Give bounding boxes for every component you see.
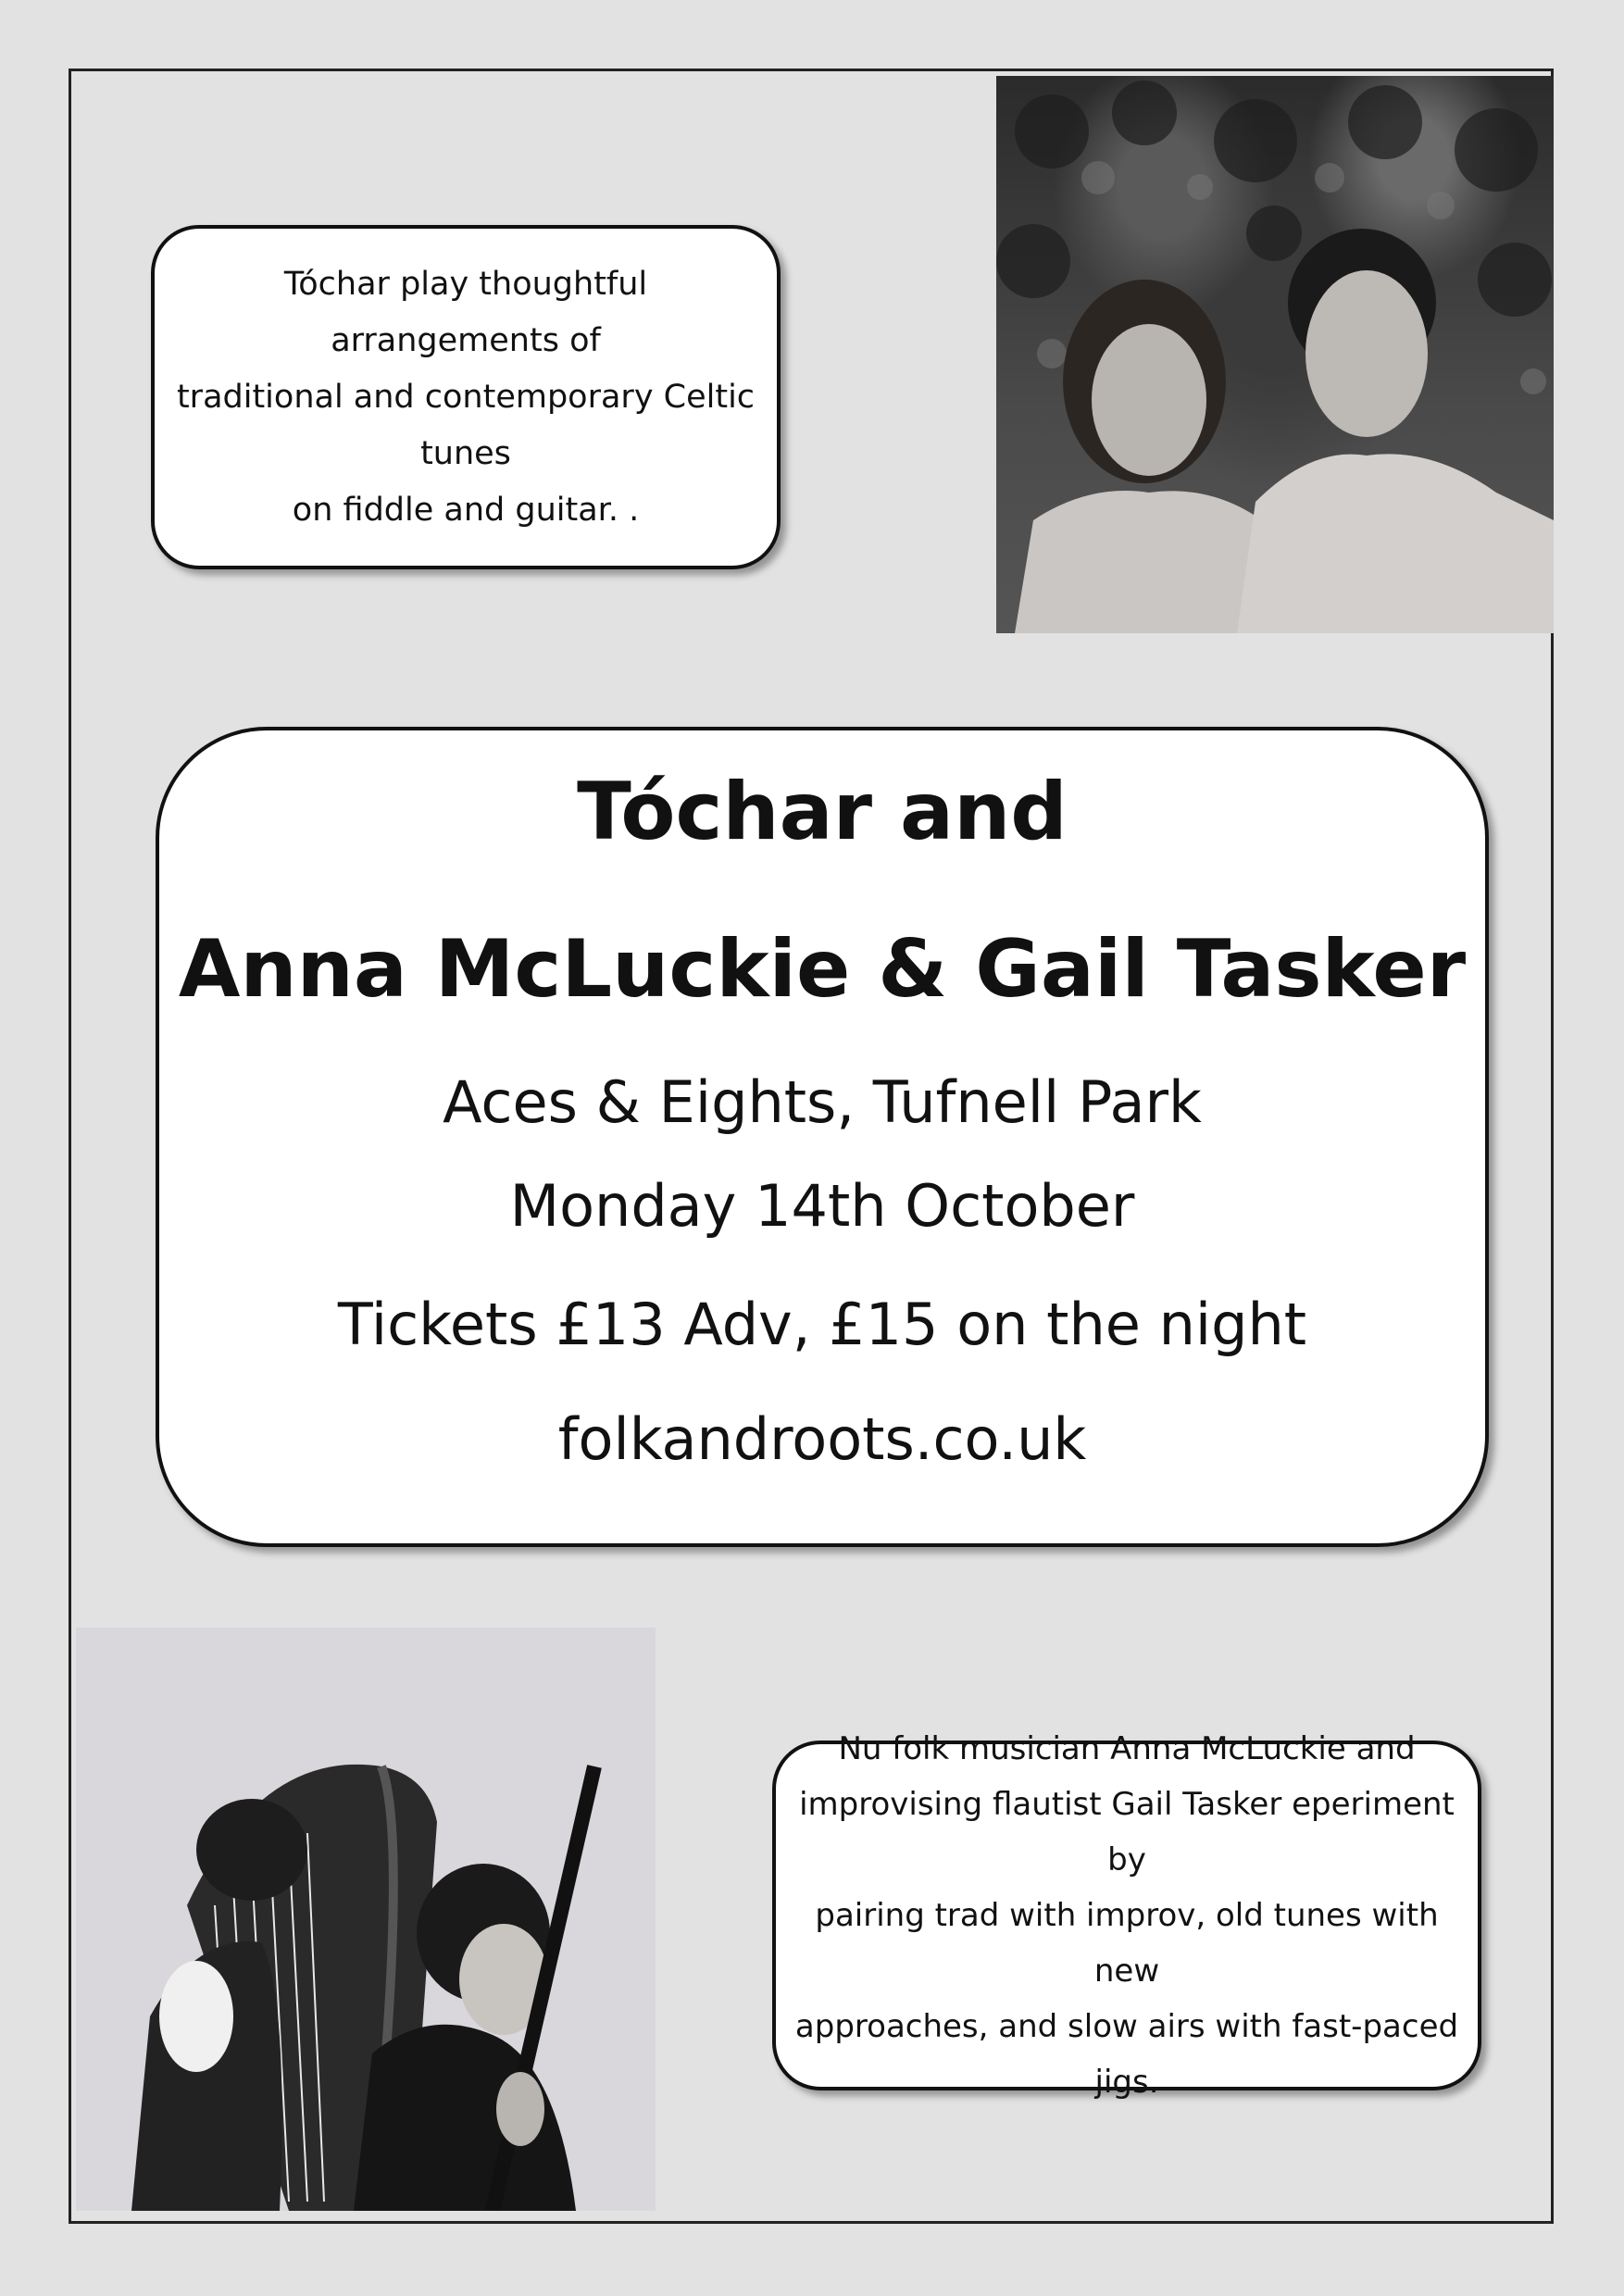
harp-flute-photo [76, 1628, 656, 2211]
duo-portrait-icon [996, 76, 1554, 633]
anna-gail-description-line: improvising flautist Gail Tasker eperiment by [799, 1786, 1455, 1878]
event-details-box [156, 727, 1489, 1547]
tochar-description-line: Tóchar play thoughtful arrangements of [283, 265, 648, 359]
duo-portrait-photo [996, 76, 1554, 633]
tochar-description-line: traditional and contemporary Celtic tunes [176, 378, 756, 472]
anna-gail-description-line: pairing trad with improv, old tunes with new [815, 1897, 1439, 1990]
anna-gail-description-box [772, 1730, 1481, 2101]
event-tickets: Tickets £13 Adv, £15 on the night [337, 1291, 1307, 1358]
event-date: Monday 14th October [509, 1172, 1135, 1240]
anna-gail-description-line: approaches, and slow airs with fast-paced jigs. [794, 2008, 1459, 2101]
event-venue: Aces & Eights, Tufnell Park [443, 1068, 1202, 1136]
anna-gail-description-line: Nu folk musician Anna McLuckie and [838, 1730, 1416, 1767]
event-website-link[interactable]: folkandroots.co.uk [557, 1405, 1087, 1473]
tochar-description-line: on fiddle and guitar. . [292, 491, 640, 529]
event-title-line-1: Tóchar and [577, 766, 1068, 858]
harp-flute-icon [76, 1628, 656, 2211]
tochar-description-box [151, 225, 781, 569]
event-title-line-2: Anna McLuckie & Gail Tasker [178, 923, 1467, 1016]
